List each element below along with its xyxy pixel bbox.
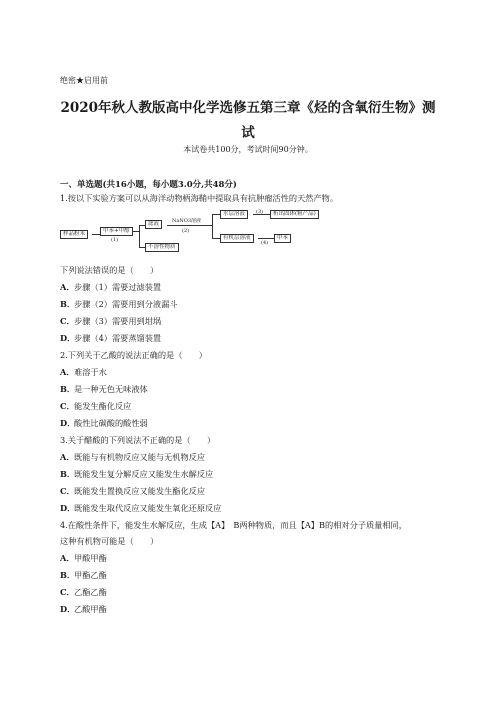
question-1-option-b[interactable]: B．步骤（2）需要用到分液漏斗 xyxy=(60,299,178,309)
flow-filtrate-box: 滤液 xyxy=(145,220,162,229)
exam-info: 本试卷共100分，考试时间90分钟。 xyxy=(183,145,313,154)
flow-insoluble-box: 不溶性物质 xyxy=(145,243,179,252)
question-4-stem: 4.在酸性条件下，能发生水解反应，生成【A】 B两种物质，而且【A】B的相对分子质量相同， xyxy=(60,520,407,530)
confidential-mark: 绝密★启用前 xyxy=(60,76,108,85)
question-2-stem: 2.下列关于乙酸的说法正确的是（ ） xyxy=(60,350,207,360)
flow-step1-label: (1) xyxy=(111,237,119,243)
question-1-option-a[interactable]: A．步骤（1）需要过滤装置 xyxy=(60,282,162,292)
flow-organic-box: 有机层溶液 xyxy=(220,234,254,243)
question-4-option-a[interactable]: A．甲酸甲酯 xyxy=(60,553,107,563)
question-3-option-b[interactable]: B．既能发生复分解反应又能发生水解反应 xyxy=(60,469,214,479)
flow-step3-label: (3) xyxy=(256,209,264,215)
flow-reagent-label: NaNO3溶液 xyxy=(172,218,202,224)
extraction-flowchart xyxy=(60,210,330,260)
question-2-option-b[interactable]: B．是一种无色无味液体 xyxy=(60,384,148,394)
flow-solvent-box: 甲苯+甲醇 xyxy=(100,227,133,236)
page-title: 2020年秋人教版高中化学选修五第三章《烃的含氧衍生物》测 xyxy=(60,100,436,116)
question-1-stem: 1.按以下实验方案可以从海洋动物柄海鞘中提取具有抗肿瘤活性的天然产物。 xyxy=(60,193,339,203)
question-3-stem: 3.关于醋酸的下列说法不正确的是（ ） xyxy=(60,435,216,445)
question-3-option-c[interactable]: C．既能发生置换反应又能发生酯化反应 xyxy=(60,486,206,496)
question-4-option-d[interactable]: D．乙酸甲酯 xyxy=(60,604,107,614)
page-title-continued: 试 xyxy=(241,125,255,141)
question-3-option-d[interactable]: D．既能发生取代反应又能发生氧化还原反应 xyxy=(60,503,222,513)
question-4-option-c[interactable]: C．乙酯乙酯 xyxy=(60,587,107,597)
question-2-option-c[interactable]: C．能发生酯化反应 xyxy=(60,401,132,411)
question-4-option-b[interactable]: B．甲酯乙酯 xyxy=(60,570,107,580)
flow-sample-box: 样品粉末 xyxy=(60,230,88,239)
question-1-option-d[interactable]: D．步骤（4）需要蒸馏装置 xyxy=(60,333,162,343)
question-2-option-a[interactable]: A．难溶于水 xyxy=(60,367,107,377)
question-4-stem-continued: 这种有机物可能是（ ） xyxy=(60,536,159,546)
flow-aqueous-box: 水层溶液 xyxy=(220,210,248,219)
question-3-option-a[interactable]: A．既能与有机物反应又能与无机物反应 xyxy=(60,452,206,462)
question-1-option-c[interactable]: C．步骤（3）需要用到坩埚 xyxy=(60,316,162,326)
question-2-option-d[interactable]: D．酸性比碳酸的酸性弱 xyxy=(60,418,148,428)
flow-toluene-box: 甲苯 xyxy=(274,234,291,243)
flow-step4-label: (4) xyxy=(261,240,269,246)
flow-step2-label: (2) xyxy=(182,228,190,234)
question-1-prompt: 下列说法错误的是（ ） xyxy=(60,265,159,275)
section-heading: 一、单选题(共16小题，每小题3.0分,共48分) xyxy=(60,180,237,190)
flow-precipitate-box: 析出固体(粗产品) xyxy=(270,210,319,219)
